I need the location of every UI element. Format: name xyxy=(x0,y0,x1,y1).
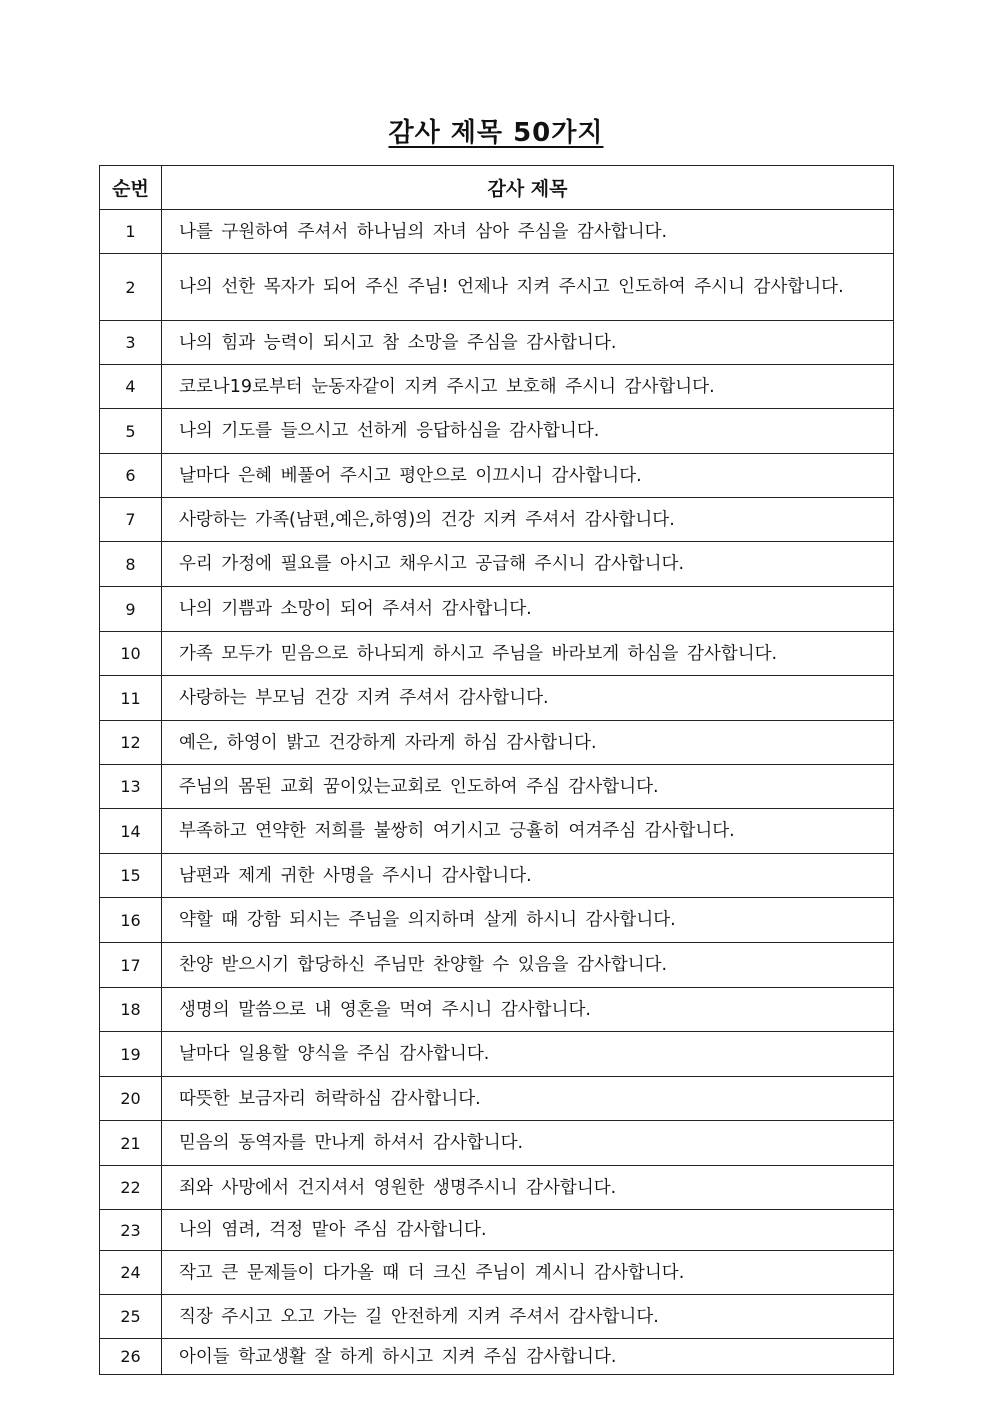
table-row xyxy=(100,365,894,409)
header-title: 감사 제목 xyxy=(162,166,894,210)
document-title xyxy=(0,112,992,149)
row-text: 생명의 말씀으로 내 영혼을 먹여 주시니 감사합니다. xyxy=(162,988,894,1032)
row-text: 약할 때 강함 되시는 주님을 의지하며 살게 하시니 감사합니다. xyxy=(162,898,894,943)
table-row xyxy=(100,943,894,988)
table-header-row xyxy=(100,166,894,210)
table-row xyxy=(100,809,894,854)
table-row xyxy=(100,587,894,632)
row-number: 13 xyxy=(100,765,162,809)
row-number: 11 xyxy=(100,676,162,721)
row-number: 18 xyxy=(100,988,162,1032)
row-text: 아이들 학교생활 잘 하게 하시고 지켜 주심 감사합니다. xyxy=(162,1339,894,1375)
table-row xyxy=(100,632,894,676)
row-text: 나의 염려, 걱정 맡아 주심 감사합니다. xyxy=(162,1210,894,1251)
thanks-table xyxy=(99,165,894,1375)
table-row xyxy=(100,498,894,542)
row-number: 5 xyxy=(100,409,162,454)
table-row xyxy=(100,676,894,721)
table-row xyxy=(100,1077,894,1121)
row-text: 나의 기도를 들으시고 선하게 응답하심을 감사합니다. xyxy=(162,409,894,454)
row-number: 6 xyxy=(100,454,162,498)
table-row xyxy=(100,1251,894,1295)
row-number: 17 xyxy=(100,943,162,988)
table-row xyxy=(100,454,894,498)
row-number: 1 xyxy=(100,210,162,254)
table-row xyxy=(100,321,894,365)
table-row xyxy=(100,988,894,1032)
row-text: 믿음의 동역자를 만나게 하셔서 감사합니다. xyxy=(162,1121,894,1166)
row-number: 8 xyxy=(100,542,162,587)
row-text: 우리 가정에 필요를 아시고 채우시고 공급해 주시니 감사합니다. xyxy=(162,542,894,587)
row-text: 날마다 일용할 양식을 주심 감사합니다. xyxy=(162,1032,894,1077)
row-number: 3 xyxy=(100,321,162,365)
document-title-text: 감사 제목 50가지 xyxy=(388,118,604,148)
row-number: 10 xyxy=(100,632,162,676)
table-row xyxy=(100,409,894,454)
table-row xyxy=(100,1339,894,1375)
table-row xyxy=(100,765,894,809)
row-text: 코로나19로부터 눈동자같이 지켜 주시고 보호해 주시니 감사합니다. xyxy=(162,365,894,409)
row-number: 16 xyxy=(100,898,162,943)
row-number: 24 xyxy=(100,1251,162,1295)
row-text: 주님의 몸된 교회 꿈이있는교회로 인도하여 주심 감사합니다. xyxy=(162,765,894,809)
row-text: 예은, 하영이 밝고 건강하게 자라게 하심 감사합니다. xyxy=(162,721,894,765)
row-text: 나의 기쁨과 소망이 되어 주셔서 감사합니다. xyxy=(162,587,894,632)
table-row xyxy=(100,854,894,898)
row-number: 4 xyxy=(100,365,162,409)
row-number: 19 xyxy=(100,1032,162,1077)
row-text: 사랑하는 부모님 건강 지켜 주셔서 감사합니다. xyxy=(162,676,894,721)
row-number: 14 xyxy=(100,809,162,854)
table-row xyxy=(100,210,894,254)
table-row xyxy=(100,254,894,321)
row-number: 26 xyxy=(100,1339,162,1375)
row-number: 15 xyxy=(100,854,162,898)
table-row xyxy=(100,1210,894,1251)
row-text: 남편과 제게 귀한 사명을 주시니 감사합니다. xyxy=(162,854,894,898)
row-text: 사랑하는 가족(남편,예은,하영)의 건강 지켜 주셔서 감사합니다. xyxy=(162,498,894,542)
table-row xyxy=(100,542,894,587)
row-text: 작고 큰 문제들이 다가올 때 더 크신 주님이 계시니 감사합니다. xyxy=(162,1251,894,1295)
row-text: 직장 주시고 오고 가는 길 안전하게 지켜 주셔서 감사합니다. xyxy=(162,1295,894,1339)
table-row xyxy=(100,721,894,765)
row-text: 나의 선한 목자가 되어 주신 주님! 언제나 지켜 주시고 인도하여 주시니 감사합니다. xyxy=(162,254,894,321)
table-row xyxy=(100,1295,894,1339)
row-text: 죄와 사망에서 건지셔서 영원한 생명주시니 감사합니다. xyxy=(162,1166,894,1210)
row-number: 7 xyxy=(100,498,162,542)
row-text: 따뜻한 보금자리 허락하심 감사합니다. xyxy=(162,1077,894,1121)
row-number: 21 xyxy=(100,1121,162,1166)
row-number: 2 xyxy=(100,254,162,321)
table-row xyxy=(100,898,894,943)
row-text: 나의 힘과 능력이 되시고 참 소망을 주심을 감사합니다. xyxy=(162,321,894,365)
table-row xyxy=(100,1121,894,1166)
row-number: 12 xyxy=(100,721,162,765)
row-text: 가족 모두가 믿음으로 하나되게 하시고 주님을 바라보게 하심을 감사합니다. xyxy=(162,632,894,676)
table-row xyxy=(100,1032,894,1077)
row-number: 9 xyxy=(100,587,162,632)
table-body xyxy=(100,210,894,1375)
row-number: 23 xyxy=(100,1210,162,1251)
header-number: 순번 xyxy=(100,166,162,210)
row-number: 20 xyxy=(100,1077,162,1121)
row-number: 25 xyxy=(100,1295,162,1339)
row-text: 나를 구원하여 주셔서 하나님의 자녀 삼아 주심을 감사합니다. xyxy=(162,210,894,254)
row-text: 날마다 은혜 베풀어 주시고 평안으로 이끄시니 감사합니다. xyxy=(162,454,894,498)
row-number: 22 xyxy=(100,1166,162,1210)
table-row xyxy=(100,1166,894,1210)
row-text: 찬양 받으시기 합당하신 주님만 찬양할 수 있음을 감사합니다. xyxy=(162,943,894,988)
row-text: 부족하고 연약한 저희를 불쌍히 여기시고 긍휼히 여겨주심 감사합니다. xyxy=(162,809,894,854)
